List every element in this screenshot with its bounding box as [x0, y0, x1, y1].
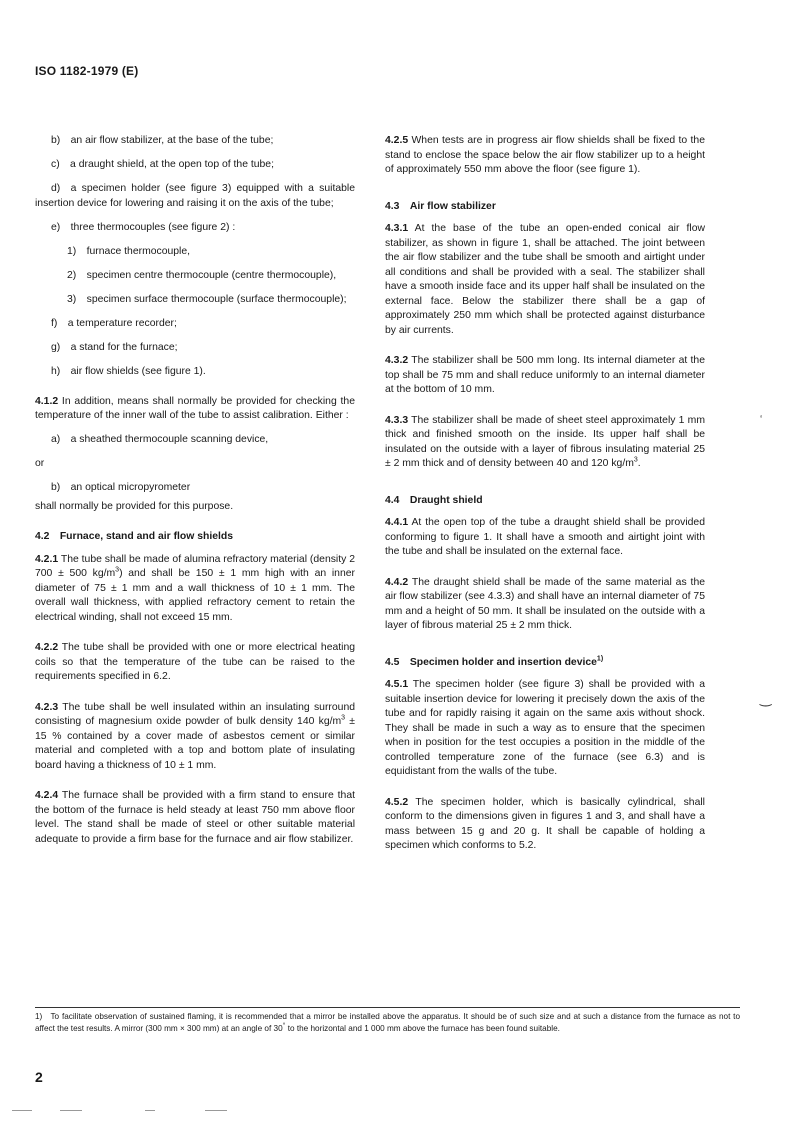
paragraph-4-2-5 [385, 134, 705, 178]
scan-mark: ‿ [760, 690, 772, 706]
paragraph-text: The tube shall be made of alumina refractory material (density 2 700 ± 500 kg/m [35, 553, 355, 579]
page-number: 2 [35, 1069, 43, 1085]
footnote-reference: 1) [596, 655, 604, 663]
list-item-e3: 3) specimen surface thermocouple (surface thermocouple); [67, 293, 347, 305]
list-item-d-text: d) a specimen holder (see figure 3) equipped with a suitable insertion device for lowering and raising it on the axis of the tube; [35, 183, 355, 209]
paragraph-text: The tube shall be well insulated within an insulating surround consisting of magnesium oxide powder of bulk density 140 kg/m [35, 701, 355, 727]
section-heading-4-3: 4.3 Air flow stabilizer [385, 200, 496, 212]
clause-number: 4.2.3 [35, 701, 59, 713]
list-item-e: e) three thermocouples (see figure 2) : [51, 221, 236, 233]
paragraph-text: At the open top of the tube a draught shield shall be provided conforming to figure 1. It shall have a smooth and airtight joint with the tube and shall be insulated on the external face. [385, 517, 705, 557]
paragraph-text: The draught shield shall be made of the same material as the air flow stabilizer (see 4.3.3) and shall have an internal diameter of 75 mm and a height of 50 mm. It shall be insulated on the outside with a layer of fibrous material 25 ± 2 mm thick. [385, 576, 705, 631]
paragraph-text: The stabilizer shall be made of sheet steel approximately 1 mm thick and finished smooth on the inside. Its upper half shall be insulated on the outside with a layer of fibrous insulating material 25 ± 2 mm thick and of density between 40 and 120 kg/m [385, 414, 705, 469]
option-a: a) a sheathed thermocouple scanning device, [51, 434, 269, 445]
paragraph-text: In addition, means shall normally be provided for checking the temperature of the inner wall of the tube to assist calibration. Either : [35, 395, 355, 421]
scan-mark: ‘ [760, 414, 763, 425]
footnote-text-cont: to the horizontal and 1 000 mm above the furnace has been found suitable. [285, 1023, 560, 1033]
paragraph-4-1-2 [35, 395, 355, 424]
paragraph-text: The tube shall be provided with one or more electrical heating coils so that the temperature of the tube can be raised to the requirements specified in 6.2. [35, 642, 355, 682]
document-header: ISO 1182-1979 (E) [35, 64, 139, 78]
scan-smudge [60, 1110, 82, 1111]
scan-smudge [12, 1110, 32, 1111]
paragraph-text: The furnace shall be provided with a firm stand to ensure that the bottom of the furnace is held steady at least 750 mm above floor level. The stand shall be made of steel or other suitable material adequate to provide a firm base for the furnace and air flow stabilizer. [35, 790, 355, 845]
paragraph-4-2-2 [35, 641, 355, 685]
clause-number: 4.5.2 [385, 796, 409, 808]
footnote-divider [35, 1007, 740, 1008]
left-column [35, 134, 355, 863]
paragraph-text: The specimen holder (see figure 3) shall be provided with a suitable insertion device for lowering it precisely down the axis of the tube and for rapidly raising it again on the same axis without shock. They shall be made in such a way as to ensure that the specimen when in position for the test occupies a position in the middle of the controlled temperature zone of the furnace (see 6.3) and is equidistant from the walls of the tube. [385, 679, 705, 777]
clause-number: 4.2.1 [35, 553, 59, 565]
clause-number: 4.1.2 [35, 395, 59, 407]
clause-number: 4.3.1 [385, 223, 409, 234]
paragraph-text-cont: ) and shall be 150 ± 1 mm high with an inner diameter of 75 ± 1 mm and a wall thickness of 10 ± 1 mm. The overall wall thickness, with applied refractory cement to retain the electrical winding, shall not exceed 15 mm. [35, 568, 355, 623]
clause-number: 4.2.4 [35, 790, 59, 801]
list-item-g: g) a stand for the furnace; [51, 341, 178, 353]
list-item-f: f) a temperature recorder; [51, 317, 177, 329]
paragraph-4-3-3 [385, 414, 705, 472]
clause-number: 4.3.2 [385, 355, 409, 366]
list-item-d [35, 182, 355, 211]
section-heading-4-5 [385, 656, 705, 671]
scan-smudge [205, 1110, 227, 1111]
option-b: b) an optical micropyrometer [51, 482, 191, 493]
paragraph-4-4-2 [385, 576, 705, 634]
paragraph-4-5-1 [385, 678, 705, 780]
paragraph-4-5-2 [385, 796, 705, 854]
paragraph-text-cont: . [637, 458, 641, 469]
clause-number: 4.2.2 [35, 642, 59, 653]
paragraph-4-4-1 [385, 516, 705, 560]
list-item-b: b) an air flow stabilizer, at the base of the tube; [51, 135, 274, 146]
footnote [35, 1011, 740, 1034]
clause-number: 4.4.1 [385, 517, 409, 528]
superscript: 3 [633, 456, 638, 464]
paragraph-4-2-1 [35, 553, 355, 626]
superscript: 3 [341, 714, 346, 722]
section-heading-4-2: 4.2 Furnace, stand and air flow shields [35, 531, 234, 542]
superscript: 3 [115, 566, 120, 574]
section-heading-4-4: 4.4 Draught shield [385, 494, 483, 506]
paragraph-4-3-1 [385, 222, 705, 338]
paragraph-text: The specimen holder, which is basically cylindrical, shall conform to the dimensions given in figures 1 and 3, and shall have a mass between 15 g and 20 g. It shall be capable of holding a specimen which conforms to 5.2. [385, 796, 705, 851]
scan-smudge [145, 1110, 155, 1111]
list-item-h: h) air flow shields (see figure 1). [51, 365, 206, 377]
footnote-text: 1) To facilitate observation of sustained flaming, it is recommended that a mirror be installed above the apparatus. It should be of such size and at such a distance from the furnace as not to affect the test results. A mirror (300 mm × 300 mm) at an angle of 30 [35, 1012, 740, 1033]
degree-sign: ° [282, 1021, 286, 1029]
paragraph-text: When tests are in progress air flow shields shall be fixed to the stand to enclose the space below the air flow stabilizer up to a height of approximately 550 mm above the floor (see figure 1). [385, 135, 705, 175]
paragraph-text: At the base of the tube an open-ended conical air flow stabilizer, as shown in figure 1, shall be attached. The joint between the air flow stabilizer and the tube shall be smooth and airtight under all conditions and shall be provided with a seal. The stabilizer shall have a smooth inside face and its upper half shall be insulated on the external face. Below the stabilizer there shall be a gap of approximately 250 mm which shall be protected against disturbance by air currents. [385, 223, 705, 336]
paragraph-4-2-3 [35, 701, 355, 774]
paragraph-4-3-2 [385, 354, 705, 398]
list-item-e2: 2) specimen centre thermocouple (centre thermocouple), [67, 269, 337, 281]
right-column [385, 134, 705, 870]
paragraph-4-2-4 [35, 789, 355, 847]
paragraph-text-cont: ± 15 % contained by a cover made of asbestos cement or similar material and completed with a top and bottom plate of insulating board having a thickness of 10 ± 1 mm. [35, 716, 356, 771]
clause-number: 4.2.5 [385, 135, 409, 146]
heading-text: 4.5 Specimen holder and insertion device [385, 656, 597, 668]
list-item-c: c) a draught shield, at the open top of the tube; [51, 159, 274, 170]
option-or: or [35, 458, 45, 469]
clause-number: 4.5.1 [385, 679, 409, 690]
option-end: shall normally be provided for this purpose. [35, 500, 234, 512]
clause-number: 4.3.3 [385, 414, 409, 426]
paragraph-text: The stabilizer shall be 500 mm long. Its internal diameter at the top shall be 75 mm and shall reduce uniformly to an internal diameter at the bottom of 10 mm. [385, 355, 705, 395]
list-item-e1: 1) furnace thermocouple, [67, 245, 191, 257]
clause-number: 4.4.2 [385, 576, 409, 588]
